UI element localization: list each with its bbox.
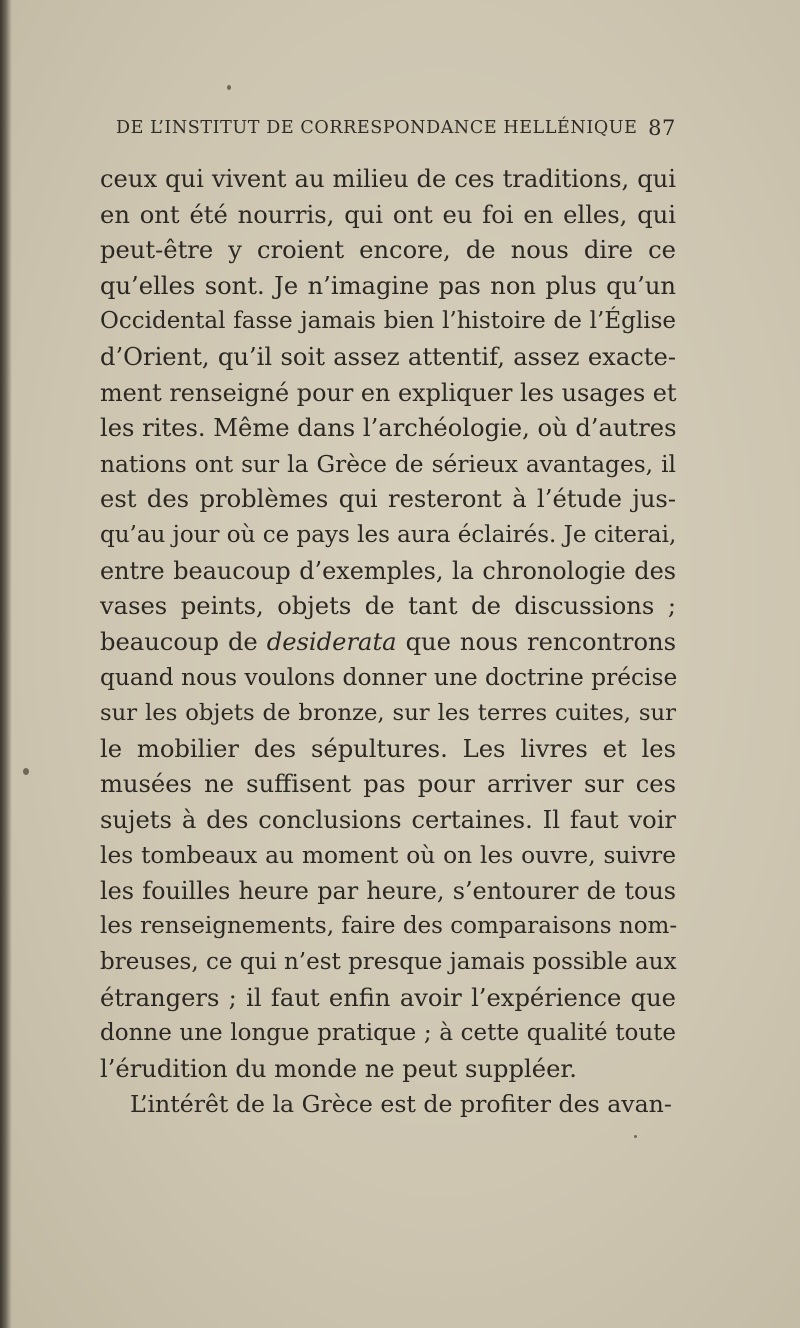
page-binding-edge [0,0,12,1328]
text-line: entre beaucoup d’exemples, la chronologie des [100,556,676,585]
text-line: les renseignements, faire des comparaisons nom- [100,913,678,940]
running-title: DE L’INSTITUT DE CORRESPONDANCE HELLÉNIQUE [116,118,638,138]
text-line: quand nous voulons donner une doctrine précise [100,664,678,692]
paragraph-start-line: L’intérêt de la Grèce est de profiter des avan- [130,1090,672,1119]
text-line: donne une longue pratique ; à cette qualité toute [100,1020,676,1047]
text-line: Occidental fasse jamais bien l’histoire de l’Église [100,308,676,335]
page-header [116,118,676,148]
text-line: peut-être y croient encore, de nous dire ce [100,236,676,265]
text-line: d’Orient, qu’il soit assez attentif, assez exacte- [100,342,676,371]
paper-spot [634,1135,637,1138]
text-line: ment renseigné pour en expliquer les usages et [100,378,677,407]
text-line: nations ont sur la Grèce de sérieux avantages, il [100,450,676,478]
page-number: 87 [648,116,676,140]
text-segment: beaucoup de [100,627,267,656]
paper-spot [227,85,231,90]
text-segment: que nous rencontrons [396,627,677,656]
text-line: le mobilier des sépultures. Les livres et les [100,734,676,763]
text-line: étrangers ; il faut enfin avoir l’expérience que [100,983,676,1012]
body-text [100,162,676,1123]
text-line: en ont été nourris, qui ont eu foi en elles, qui [100,200,676,229]
text-line: qu’au jour où ce pays les aura éclairés. Je citerai, [100,521,677,548]
text-line: vases peints, objets de tant de discussions ; [100,592,676,621]
text-line: ceux qui vivent au milieu de ces traditions, qui [100,165,676,193]
text-line: qu’elles sont. Je n’imagine pas non plus qu’un [100,271,676,300]
text-line: les tombeaux au moment où on les ouvre, suivre [100,842,676,870]
text-line: les rites. Même dans l’archéologie, où d’autres [100,414,677,443]
text-line: breuses, ce qui n’est presque jamais possible aux [100,949,677,976]
text-line: les fouilles heure par heure, s’entourer de tous [100,876,676,905]
text-line: sur les objets de bronze, sur les terres cuites, sur [100,699,676,726]
paper-spot [23,768,29,775]
text-line: musées ne suffisent pas pour arriver sur ces [100,770,676,799]
text-line-with-italic [100,625,676,661]
paragraph-end-line: l’érudition du monde ne peut suppléer. [100,1054,577,1083]
text-line: est des problèmes qui resteront à l’étude jus- [100,485,676,514]
italic-term: desiderata [266,627,397,656]
text-line: sujets à des conclusions certaines. Il faut voir [100,805,676,834]
